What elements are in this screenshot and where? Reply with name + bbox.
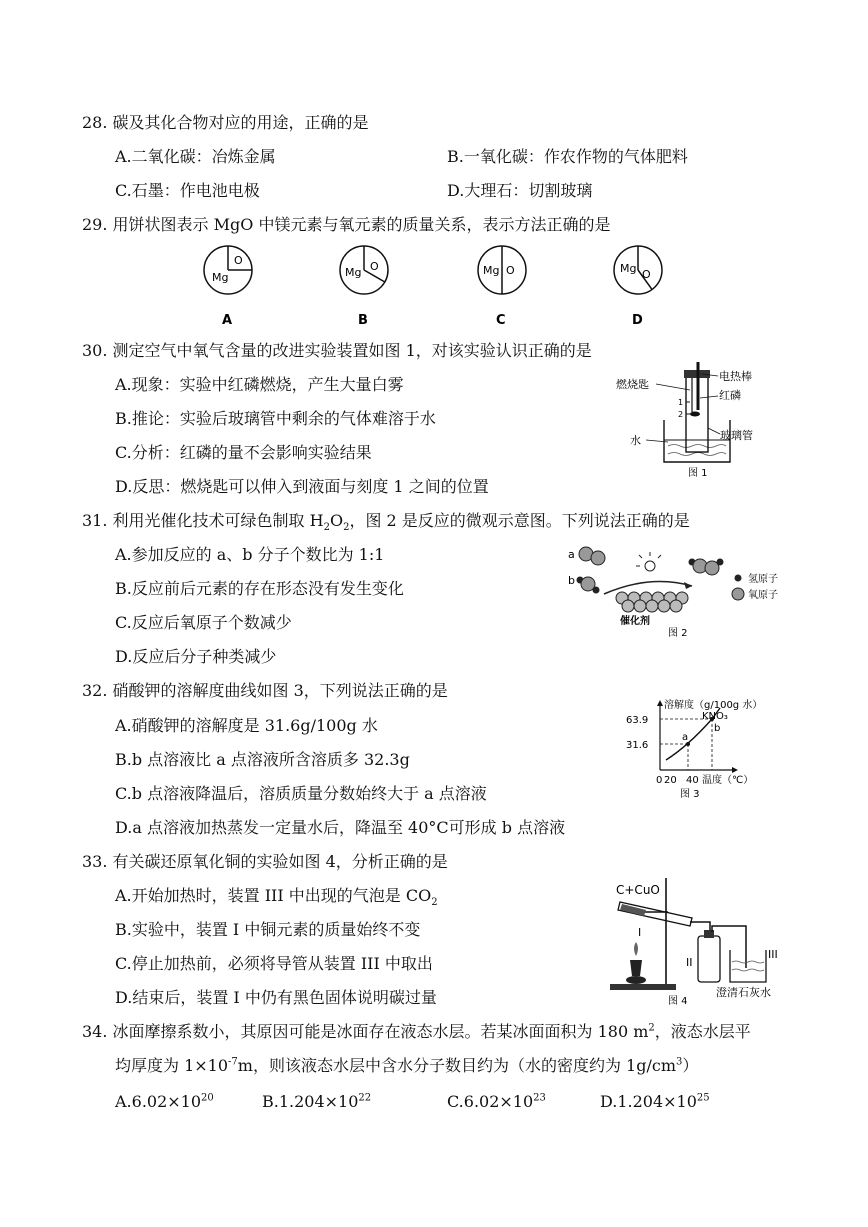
pie-a-o-label: O	[234, 254, 243, 267]
q30-option-a: A.现象：实验中红磷燃烧，产生大量白雾	[115, 375, 404, 394]
fig4-reagent-label: C+CuO	[616, 883, 660, 897]
fig4-label-2: II	[686, 956, 693, 969]
q28-option-a: A.二氧化碳：冶炼金属	[115, 147, 276, 166]
q33-option-a: A.开始加热时，装置 III 中出现的气泡是 $CO_2$	[115, 886, 438, 909]
pie-a-choice: A	[222, 313, 233, 328]
q33-option-c: C.停止加热前，必须将导管从装置 III 中取出	[115, 954, 433, 973]
fig1-label-heater: 电热棒	[719, 370, 752, 383]
figure-1-apparatus	[616, 362, 766, 480]
q32-option-b: B.b 点溶液比 a 点溶液所含溶质多 32.3g	[115, 750, 410, 769]
q32-option-a: A.硝酸钾的溶解度是 31.6g/100g 水	[115, 716, 378, 735]
fig3-ylabel: 溶解度（g/100g 水）	[664, 700, 763, 711]
fig1-mark-1: 1	[678, 398, 684, 407]
fig2-catalyst-label: 催化剂	[620, 616, 650, 627]
q34-option-a: $A.6.02\times 10^{20}$	[115, 1092, 214, 1111]
pie-b-o-label: O	[370, 260, 379, 273]
fig3-ytick-63-9: 63.9	[626, 715, 649, 726]
q28-option-d: D.大理石：切割玻璃	[447, 181, 593, 200]
q31-stem: 31. 利用光催化技术可绿色制取 $H_2O_2$，图 2 是反应的微观示意图。下列说法正确的是	[82, 511, 690, 534]
pie-d-o-label: O	[642, 268, 651, 281]
q33-stem: 33. 有关碳还原氧化铜的实验如图 4，分析正确的是	[82, 852, 448, 871]
fig4-limewater-label: 澄清石灰水	[716, 986, 771, 999]
fig1-label-red-p: 红磷	[719, 389, 741, 402]
fig4-label-3: III	[768, 948, 778, 961]
pie-b-mg-label: Mg	[345, 266, 362, 279]
fig3-ytick-31-6: 31.6	[626, 740, 649, 751]
q34-line-1: 34. 冰面摩擦系数小，其原因可能是冰面存在液态水层。若某冰面面积为 180 $m^2$，液态水层平	[82, 1022, 751, 1041]
fig1-label-tube: 玻璃管	[720, 429, 753, 442]
fig3-point-a: a	[682, 732, 689, 743]
pie-c	[478, 246, 526, 328]
q33-option-b: B.实验中，装置 I 中铜元素的质量始终不变	[115, 920, 421, 939]
q32-option-d: D.a 点溶液加热蒸发一定量水后，降温至 40°C可形成 b 点溶液	[115, 818, 566, 837]
fig3-series-label: KNO₃	[702, 711, 728, 722]
q32-option-c: C.b 点溶液降温后，溶质质量分数始终大于 a 点溶液	[115, 784, 487, 803]
fig3-xtick-20: 20	[664, 775, 677, 786]
q30-option-d: D.反思：燃烧匙可以伸入到液面与刻度 1 之间的位置	[115, 477, 489, 496]
pie-c-o-label: O	[506, 264, 515, 277]
pie-b-choice: B	[358, 313, 368, 328]
q28-option-b: B.一氧化碳：作农作物的气体肥料	[447, 147, 688, 166]
figure-2-microscopic	[560, 540, 800, 640]
figure-3-solubility-curve	[622, 696, 782, 804]
pie-b	[340, 246, 388, 328]
fig2-label-b: b	[568, 574, 575, 587]
q30-stem: 30. 测定空气中氧气含量的改进实验装置如图 1，对该实验认识正确的是	[82, 341, 592, 360]
fig3-caption: 图 3	[680, 789, 700, 800]
fig2-caption: 图 2	[668, 628, 688, 639]
q33-option-d: D.结束后，装置 I 中仍有黑色固体说明碳过量	[115, 988, 437, 1007]
pie-c-mg-label: Mg	[483, 264, 500, 277]
q32-stem: 32. 硝酸钾的溶解度曲线如图 3，下列说法正确的是	[82, 681, 448, 700]
q34-line-2: 均厚度为 $1\times 10^{-7}m$，则该液态水层中含水分子数目约为（水的密度约为 $1g/cm^3$）	[115, 1056, 699, 1075]
fig1-label-water: 水	[630, 434, 641, 447]
fig3-xlabel: 温度（℃）	[702, 775, 754, 786]
fig3-xtick-40: 40	[686, 775, 699, 786]
fig1-caption: 图 1	[688, 468, 708, 479]
q31-option-c: C.反应后氧原子个数减少	[115, 613, 292, 632]
pie-a	[204, 246, 252, 328]
q28-option-c: C.石墨：作电池电极	[115, 181, 260, 200]
pie-c-choice: C	[496, 313, 506, 328]
pie-d-choice: D	[632, 313, 643, 328]
fig2-legend-h: 氢原子	[748, 574, 778, 585]
fig1-label-spoon: 燃烧匙	[616, 378, 649, 391]
fig4-caption: 图 4	[668, 996, 688, 1006]
legend-h-marker	[735, 575, 742, 582]
q34-option-b: $B.1.204\times 10^{22}$	[262, 1092, 372, 1111]
fig4-label-1: I	[638, 926, 642, 939]
fig2-label-a: a	[568, 548, 575, 561]
q34-option-d: $D.1.204\times 10^{25}$	[600, 1092, 710, 1111]
q34-option-c: $C.6.02\times 10^{23}$	[447, 1092, 546, 1111]
q31-option-b: B.反应前后元素的存在形态没有发生变化	[115, 579, 404, 598]
q28-stem: 28. 碳及其化合物对应的用途，正确的是	[82, 113, 369, 132]
figure-4-apparatus	[606, 872, 802, 1006]
q31-option-a: A.参加反应的 a、b 分子个数比为 1:1	[115, 545, 385, 564]
q30-option-c: C.分析：红磷的量不会影响实验结果	[115, 443, 372, 462]
pie-d	[614, 246, 662, 328]
q31-option-d: D.反应后分子种类减少	[115, 647, 277, 666]
fig1-mark-2: 2	[678, 410, 684, 419]
fig3-point-b: b	[714, 723, 721, 734]
fig3-xtick-0: 0	[656, 775, 663, 786]
q30-option-b: B.推论：实验后玻璃管中剩余的气体难溶于水	[115, 409, 436, 428]
pie-a-mg-label: Mg	[212, 271, 229, 284]
legend-o-marker	[732, 588, 744, 600]
q29-stem: 29. 用饼状图表示 MgO 中镁元素与氧元素的质量关系，表示方法正确的是	[82, 215, 611, 234]
pie-d-mg-label: Mg	[620, 262, 637, 275]
fig2-legend-o: 氧原子	[748, 590, 778, 601]
q29-pie-figures	[190, 240, 690, 332]
